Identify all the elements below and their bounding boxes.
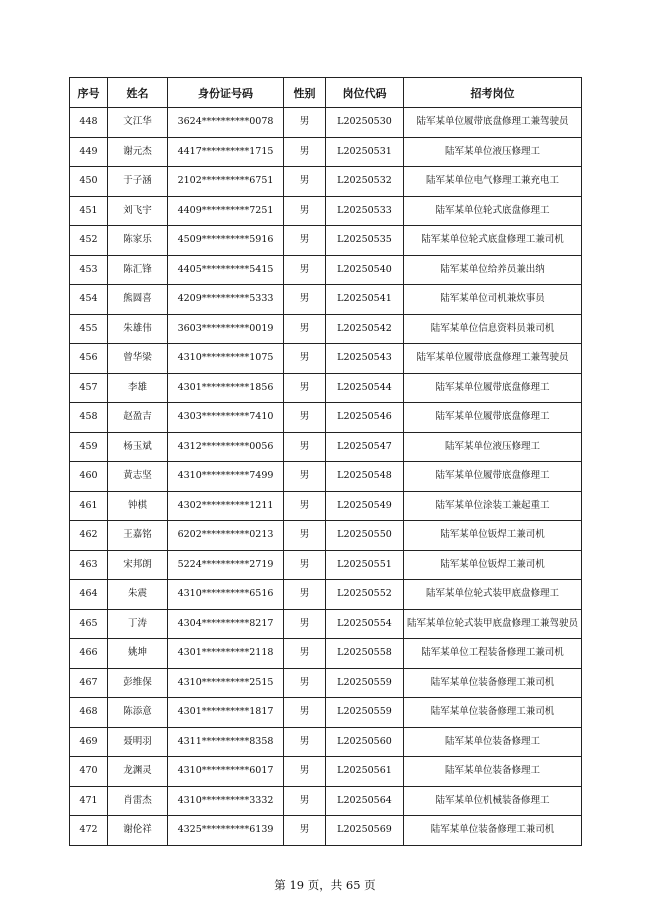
cell-post-code: L20250540: [326, 255, 404, 285]
cell-id-number: 2102**********6751: [168, 167, 284, 197]
cell-gender: 男: [284, 816, 326, 846]
cell-post: 陆军某单位装备修理工兼司机: [404, 816, 582, 846]
cell-post-code: L20250559: [326, 698, 404, 728]
cell-gender: 男: [284, 668, 326, 698]
cell-id-number: 4304**********8217: [168, 609, 284, 639]
cell-name: 龙渊灵: [108, 757, 168, 787]
page-footer: 第 19 页，共 65 页: [274, 878, 376, 892]
cell-gender: 男: [284, 757, 326, 787]
cell-name: 丁涛: [108, 609, 168, 639]
cell-seq: 467: [70, 668, 108, 698]
cell-seq: 454: [70, 285, 108, 315]
table-row: [70, 373, 582, 403]
cell-gender: 男: [284, 727, 326, 757]
header-name: 姓名: [108, 78, 168, 108]
cell-post-code: L20250549: [326, 491, 404, 521]
cell-id-number: 4310**********6516: [168, 580, 284, 610]
cell-seq: 470: [70, 757, 108, 787]
cell-id-number: 4301**********2118: [168, 639, 284, 669]
header-id: 身份证号码: [168, 78, 284, 108]
cell-id-number: 4310**********3332: [168, 786, 284, 816]
cell-id-number: 4310**********7499: [168, 462, 284, 492]
table-row: [70, 432, 582, 462]
cell-name: 钟棋: [108, 491, 168, 521]
cell-post: 陆军某单位履带底盘修理工兼驾驶员: [404, 344, 582, 374]
cell-post: 陆军某单位轮式装甲底盘修理工: [404, 580, 582, 610]
cell-name: 宋邦朗: [108, 550, 168, 580]
cell-post: 陆军某单位钣焊工兼司机: [404, 521, 582, 551]
cell-post-code: L20250560: [326, 727, 404, 757]
cell-post-code: L20250531: [326, 137, 404, 167]
cell-id-number: 4417**********1715: [168, 137, 284, 167]
cell-post: 陆军某单位涂装工兼起重工: [404, 491, 582, 521]
cell-id-number: 6202**********0213: [168, 521, 284, 551]
table-row: [70, 491, 582, 521]
cell-seq: 460: [70, 462, 108, 492]
cell-post-code: L20250569: [326, 816, 404, 846]
table-row: [70, 403, 582, 433]
cell-gender: 男: [284, 196, 326, 226]
cell-seq: 451: [70, 196, 108, 226]
header-post: 招考岗位: [404, 78, 582, 108]
cell-seq: 461: [70, 491, 108, 521]
cell-seq: 463: [70, 550, 108, 580]
cell-seq: 452: [70, 226, 108, 256]
cell-name: 黄志坚: [108, 462, 168, 492]
cell-post: 陆军某单位液压修理工: [404, 432, 582, 462]
cell-post: 陆军某单位装备修理工兼司机: [404, 698, 582, 728]
cell-post: 陆军某单位轮式底盘修理工: [404, 196, 582, 226]
cell-seq: 459: [70, 432, 108, 462]
header-row: [70, 78, 582, 108]
table-row: [70, 639, 582, 669]
header-seq: 序号: [70, 78, 108, 108]
cell-seq: 468: [70, 698, 108, 728]
cell-post-code: L20250544: [326, 373, 404, 403]
cell-seq: 465: [70, 609, 108, 639]
cell-gender: 男: [284, 491, 326, 521]
table-row: [70, 609, 582, 639]
cell-name: 陈汇锋: [108, 255, 168, 285]
cell-id-number: 4301**********1817: [168, 698, 284, 728]
cell-post-code: L20250546: [326, 403, 404, 433]
table-row: [70, 786, 582, 816]
cell-post-code: L20250541: [326, 285, 404, 315]
cell-name: 李雄: [108, 373, 168, 403]
cell-seq: 448: [70, 108, 108, 138]
cell-name: 赵盈吉: [108, 403, 168, 433]
cell-id-number: 4302**********1211: [168, 491, 284, 521]
table-row: [70, 816, 582, 846]
cell-gender: 男: [284, 108, 326, 138]
cell-name: 聂明羽: [108, 727, 168, 757]
cell-post-code: L20250533: [326, 196, 404, 226]
cell-seq: 456: [70, 344, 108, 374]
cell-gender: 男: [284, 698, 326, 728]
cell-name: 彭维保: [108, 668, 168, 698]
table-row: [70, 698, 582, 728]
cell-id-number: 4310**********1075: [168, 344, 284, 374]
cell-post: 陆军某单位装备修理工兼司机: [404, 668, 582, 698]
cell-gender: 男: [284, 462, 326, 492]
cell-gender: 男: [284, 344, 326, 374]
cell-post: 陆军某单位司机兼炊事员: [404, 285, 582, 315]
cell-name: 朱震: [108, 580, 168, 610]
cell-seq: 455: [70, 314, 108, 344]
table-row: [70, 314, 582, 344]
cell-post: 陆军某单位液压修理工: [404, 137, 582, 167]
cell-id-number: 4310**********2515: [168, 668, 284, 698]
cell-post: 陆军某单位工程装备修理工兼司机: [404, 639, 582, 669]
cell-post: 陆军某单位装备修理工: [404, 757, 582, 787]
cell-post-code: L20250547: [326, 432, 404, 462]
table-row: [70, 462, 582, 492]
cell-gender: 男: [284, 226, 326, 256]
roster-table: [69, 77, 582, 846]
cell-name: 姚坤: [108, 639, 168, 669]
cell-post-code: L20250548: [326, 462, 404, 492]
cell-id-number: 4509**********5916: [168, 226, 284, 256]
cell-name: 朱雄伟: [108, 314, 168, 344]
cell-gender: 男: [284, 639, 326, 669]
table-row: [70, 167, 582, 197]
cell-gender: 男: [284, 609, 326, 639]
cell-name: 熊圆喜: [108, 285, 168, 315]
cell-gender: 男: [284, 314, 326, 344]
cell-seq: 472: [70, 816, 108, 846]
table-row: [70, 550, 582, 580]
cell-name: 陈添意: [108, 698, 168, 728]
table-row: [70, 108, 582, 138]
cell-gender: 男: [284, 550, 326, 580]
cell-id-number: 4303**********7410: [168, 403, 284, 433]
cell-post-code: L20250554: [326, 609, 404, 639]
cell-gender: 男: [284, 403, 326, 433]
cell-gender: 男: [284, 137, 326, 167]
cell-gender: 男: [284, 255, 326, 285]
cell-id-number: 3624**********0078: [168, 108, 284, 138]
cell-gender: 男: [284, 167, 326, 197]
table-row: [70, 196, 582, 226]
cell-id-number: 4312**********0056: [168, 432, 284, 462]
cell-post-code: L20250564: [326, 786, 404, 816]
table-row: [70, 255, 582, 285]
cell-post: 陆军某单位轮式装甲底盘修理工兼驾驶员: [404, 609, 582, 639]
cell-seq: 469: [70, 727, 108, 757]
cell-post-code: L20250559: [326, 668, 404, 698]
cell-name: 谢伦祥: [108, 816, 168, 846]
cell-seq: 458: [70, 403, 108, 433]
table-row: [70, 580, 582, 610]
header-code: 岗位代码: [326, 78, 404, 108]
cell-post-code: L20250552: [326, 580, 404, 610]
cell-id-number: 4209**********5333: [168, 285, 284, 315]
cell-name: 于子涵: [108, 167, 168, 197]
roster-body: [70, 108, 582, 846]
cell-id-number: 4310**********6017: [168, 757, 284, 787]
table-row: [70, 757, 582, 787]
table-row: [70, 137, 582, 167]
cell-post-code: L20250543: [326, 344, 404, 374]
cell-gender: 男: [284, 786, 326, 816]
cell-name: 杨玉斌: [108, 432, 168, 462]
cell-name: 曾华梁: [108, 344, 168, 374]
cell-seq: 450: [70, 167, 108, 197]
cell-post: 陆军某单位钣焊工兼司机: [404, 550, 582, 580]
table-row: [70, 344, 582, 374]
cell-post-code: L20250561: [326, 757, 404, 787]
table-row: [70, 521, 582, 551]
cell-post: 陆军某单位机械装备修理工: [404, 786, 582, 816]
cell-name: 文江华: [108, 108, 168, 138]
cell-post: 陆军某单位给养员兼出纳: [404, 255, 582, 285]
cell-name: 谢元杰: [108, 137, 168, 167]
cell-post-code: L20250530: [326, 108, 404, 138]
cell-id-number: 4311**********8358: [168, 727, 284, 757]
cell-name: 王嘉铭: [108, 521, 168, 551]
cell-post-code: L20250535: [326, 226, 404, 256]
cell-id-number: 4301**********1856: [168, 373, 284, 403]
header-gender: 性别: [284, 78, 326, 108]
table-row: [70, 727, 582, 757]
cell-post: 陆军某单位履带底盘修理工: [404, 373, 582, 403]
cell-post: 陆军某单位履带底盘修理工: [404, 403, 582, 433]
table-row: [70, 668, 582, 698]
cell-post: 陆军某单位电气修理工兼充电工: [404, 167, 582, 197]
cell-id-number: 5224**********2719: [168, 550, 284, 580]
cell-post-code: L20250550: [326, 521, 404, 551]
cell-post: 陆军某单位履带底盘修理工: [404, 462, 582, 492]
cell-post: 陆军某单位装备修理工: [404, 727, 582, 757]
cell-post-code: L20250551: [326, 550, 404, 580]
cell-seq: 453: [70, 255, 108, 285]
cell-post-code: L20250558: [326, 639, 404, 669]
cell-post: 陆军某单位履带底盘修理工兼驾驶员: [404, 108, 582, 138]
cell-seq: 466: [70, 639, 108, 669]
cell-post-code: L20250542: [326, 314, 404, 344]
cell-id-number: 4405**********5415: [168, 255, 284, 285]
cell-gender: 男: [284, 521, 326, 551]
cell-post-code: L20250532: [326, 167, 404, 197]
cell-post: 陆军某单位轮式底盘修理工兼司机: [404, 226, 582, 256]
cell-gender: 男: [284, 373, 326, 403]
cell-gender: 男: [284, 285, 326, 315]
cell-gender: 男: [284, 580, 326, 610]
table-row: [70, 285, 582, 315]
cell-id-number: 4325**********6139: [168, 816, 284, 846]
cell-gender: 男: [284, 432, 326, 462]
cell-seq: 449: [70, 137, 108, 167]
table-row: [70, 226, 582, 256]
cell-name: 陈家乐: [108, 226, 168, 256]
cell-seq: 457: [70, 373, 108, 403]
cell-seq: 471: [70, 786, 108, 816]
cell-id-number: 3603**********0019: [168, 314, 284, 344]
cell-name: 肖雷杰: [108, 786, 168, 816]
cell-id-number: 4409**********7251: [168, 196, 284, 226]
cell-name: 刘飞宇: [108, 196, 168, 226]
cell-post: 陆军某单位信息资料员兼司机: [404, 314, 582, 344]
cell-seq: 462: [70, 521, 108, 551]
cell-seq: 464: [70, 580, 108, 610]
